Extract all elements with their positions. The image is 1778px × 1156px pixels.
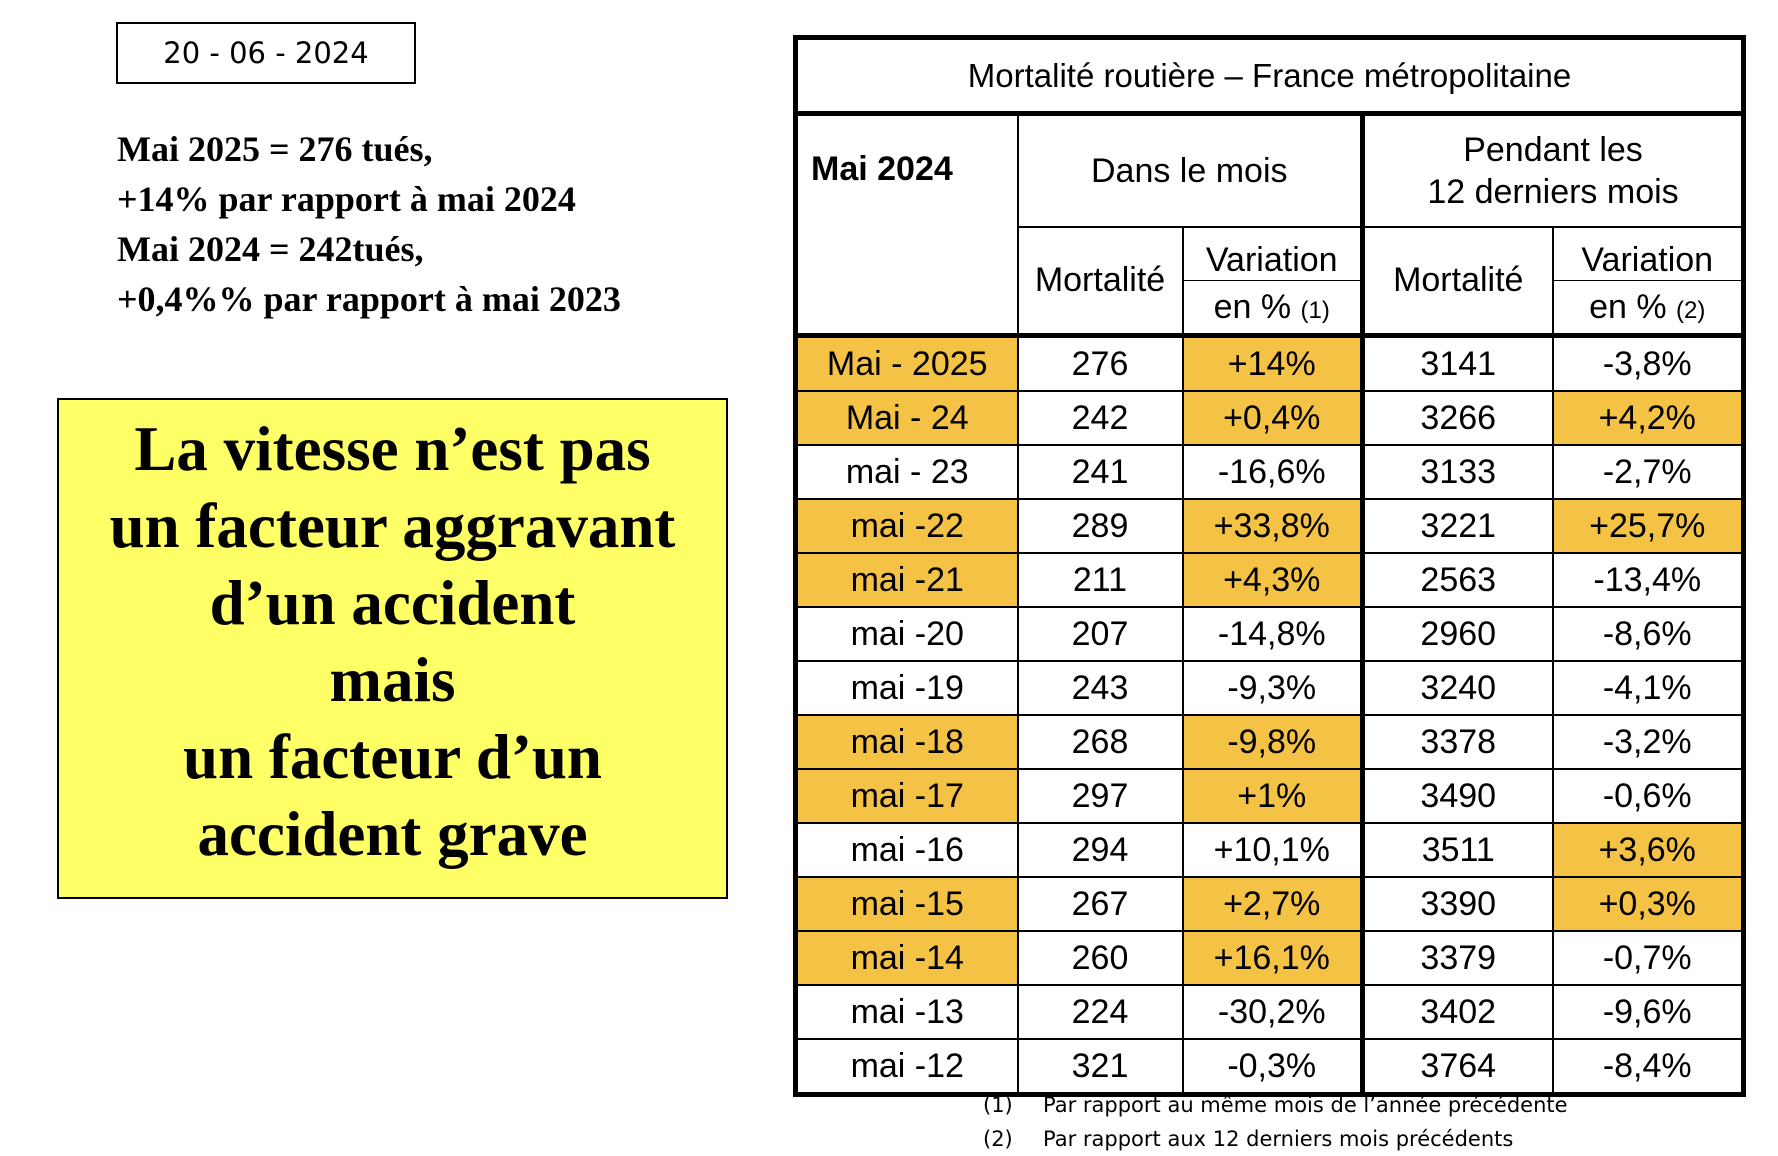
mortalite-12-cell: 3266 [1363, 391, 1553, 445]
mortalite-cell: 241 [1018, 445, 1183, 499]
table-row [796, 715, 1744, 769]
statement-line: La vitesse n’est pas [134, 413, 651, 484]
footnote-number: (2) [983, 1127, 1013, 1151]
variation-cell: -16,6% [1183, 445, 1363, 499]
mortalite-12-cell: 3141 [1363, 336, 1553, 392]
variation-12-cell: -0,7% [1553, 931, 1744, 985]
mortalite-12-cell: 3490 [1363, 769, 1553, 823]
table-body [796, 336, 1744, 1095]
row-label: mai -17 [796, 769, 1018, 823]
statement-line: d’un accident [209, 567, 576, 638]
row-label: mai -20 [796, 607, 1018, 661]
group-month-text: Dans le mois [1090, 152, 1288, 190]
table-row [796, 391, 1744, 445]
variation-12-cell: -8,6% [1553, 607, 1744, 661]
table-row [796, 985, 1744, 1039]
variation-cell: +1% [1183, 769, 1363, 823]
table-row [796, 877, 1744, 931]
summary-line: +0,4%% par rapport à mai 2023 [117, 279, 621, 319]
row-label: mai - 23 [796, 445, 1018, 499]
variation-12-cell: -3,2% [1553, 715, 1744, 769]
variation-12-cell: +25,7% [1553, 499, 1744, 553]
statement-box [57, 398, 728, 899]
row-label: mai -19 [796, 661, 1018, 715]
table-row [796, 499, 1744, 553]
variation-cell: -9,3% [1183, 661, 1363, 715]
variation-12-cell: +4,2% [1553, 391, 1744, 445]
variation-12-cell: -9,6% [1553, 985, 1744, 1039]
col-header-mortalite: Mortalité [1018, 227, 1183, 336]
variation-cell: +10,1% [1183, 823, 1363, 877]
mortalite-cell: 297 [1018, 769, 1183, 823]
mortalite-cell: 224 [1018, 985, 1183, 1039]
mortality-table [793, 35, 1746, 1097]
table-row [796, 607, 1744, 661]
variation-cell: +0,4% [1183, 391, 1363, 445]
group-12-line: Pendant les [1463, 131, 1643, 169]
note-ref-2: (2) [1676, 296, 1706, 324]
row-label: mai -21 [796, 553, 1018, 607]
footnote-text: Par rapport au même mois de l’année précédente [1043, 1093, 1568, 1117]
variation-cell: +33,8% [1183, 499, 1363, 553]
row-label: mai -16 [796, 823, 1018, 877]
row-label: mai -12 [796, 1039, 1018, 1095]
mortalite-12-cell: 3764 [1363, 1039, 1553, 1095]
group-header-month [1018, 114, 1363, 228]
col-header-variation-12: Variation [1553, 227, 1744, 281]
variation-12-cell: -8,4% [1553, 1039, 1744, 1095]
mortalite-cell: 243 [1018, 661, 1183, 715]
summary-line: +14% par rapport à mai 2024 [117, 179, 576, 219]
mortalite-12-cell: 3378 [1363, 715, 1553, 769]
statement-line: accident grave [197, 798, 588, 869]
mortalite-12-cell: 3240 [1363, 661, 1553, 715]
variation-12-cell: -4,1% [1553, 661, 1744, 715]
variation-12-cell: -13,4% [1553, 553, 1744, 607]
mortalite-cell: 294 [1018, 823, 1183, 877]
table-row [796, 336, 1744, 392]
variation-12-cell: -3,8% [1553, 336, 1744, 392]
en-pct-text: en % [1589, 287, 1667, 326]
variation-12-cell: -0,6% [1553, 769, 1744, 823]
mortalite-cell: 260 [1018, 931, 1183, 985]
mortalite-cell: 276 [1018, 336, 1183, 392]
row-label: mai -18 [796, 715, 1018, 769]
table-row [796, 823, 1744, 877]
footnote [983, 1088, 1568, 1122]
table-row [796, 931, 1744, 985]
summary-line: Mai 2024 = 242tués, [117, 229, 424, 269]
mortalite-12-cell: 2563 [1363, 553, 1553, 607]
group-header-12-months [1363, 114, 1744, 228]
row-label: mai -13 [796, 985, 1018, 1039]
mortalite-cell: 211 [1018, 553, 1183, 607]
row-label: mai -15 [796, 877, 1018, 931]
summary-line: Mai 2025 = 276 tués, [117, 129, 433, 169]
en-pct-text: en % [1213, 287, 1292, 326]
mortalite-cell: 242 [1018, 391, 1183, 445]
mortalite-cell: 268 [1018, 715, 1183, 769]
row-label: Mai - 24 [796, 391, 1018, 445]
note-ref-1: (1) [1300, 296, 1330, 324]
table-corner-label: Mai 2024 [796, 114, 1018, 336]
col-subheader-en-pct [1183, 281, 1363, 336]
col-header-mortalite-12: Mortalité [1363, 227, 1553, 336]
table-row [796, 769, 1744, 823]
date-text: 20 - 06 - 2024 [163, 36, 369, 70]
variation-cell: -9,8% [1183, 715, 1363, 769]
group-12-line: 12 derniers mois [1427, 173, 1679, 211]
mortalite-12-cell: 2960 [1363, 607, 1553, 661]
mortalite-12-cell: 3221 [1363, 499, 1553, 553]
variation-cell: +14% [1183, 336, 1363, 392]
footnote-text: Par rapport aux 12 derniers mois précédents [1043, 1127, 1514, 1151]
mortalite-cell: 267 [1018, 877, 1183, 931]
mortalite-12-cell: 3133 [1363, 445, 1553, 499]
statement-line: mais [329, 644, 456, 715]
row-label: mai -22 [796, 499, 1018, 553]
variation-12-cell: +3,6% [1553, 823, 1744, 877]
mortalite-12-cell: 3390 [1363, 877, 1553, 931]
table-row [796, 445, 1744, 499]
mortalite-cell: 321 [1018, 1039, 1183, 1095]
mortalite-12-cell: 3511 [1363, 823, 1553, 877]
footnote [983, 1122, 1568, 1156]
variation-cell: +4,3% [1183, 553, 1363, 607]
variation-12-cell: -2,7% [1553, 445, 1744, 499]
row-label: Mai - 2025 [796, 336, 1018, 392]
col-header-variation: Variation [1183, 227, 1363, 281]
row-label: mai -14 [796, 931, 1018, 985]
footnotes [983, 1088, 1568, 1156]
table-title: Mortalité routière – France métropolitaine [796, 38, 1744, 114]
col-subheader-en-pct-12 [1553, 281, 1744, 336]
variation-cell: +16,1% [1183, 931, 1363, 985]
footnote-number: (1) [983, 1093, 1013, 1117]
variation-12-cell: +0,3% [1553, 877, 1744, 931]
table-row [796, 661, 1744, 715]
variation-cell: -30,2% [1183, 985, 1363, 1039]
mortalite-cell: 289 [1018, 499, 1183, 553]
variation-cell: -14,8% [1183, 607, 1363, 661]
table-row [796, 1039, 1744, 1095]
variation-cell: +2,7% [1183, 877, 1363, 931]
variation-cell: -0,3% [1183, 1039, 1363, 1095]
statement-line: un facteur d’un [183, 721, 602, 792]
table-row [796, 553, 1744, 607]
summary-text [117, 124, 717, 324]
mortalite-12-cell: 3402 [1363, 985, 1553, 1039]
statement-line: un facteur aggravant [109, 490, 676, 561]
mortalite-cell: 207 [1018, 607, 1183, 661]
mortalite-12-cell: 3379 [1363, 931, 1553, 985]
date-box [116, 22, 416, 84]
